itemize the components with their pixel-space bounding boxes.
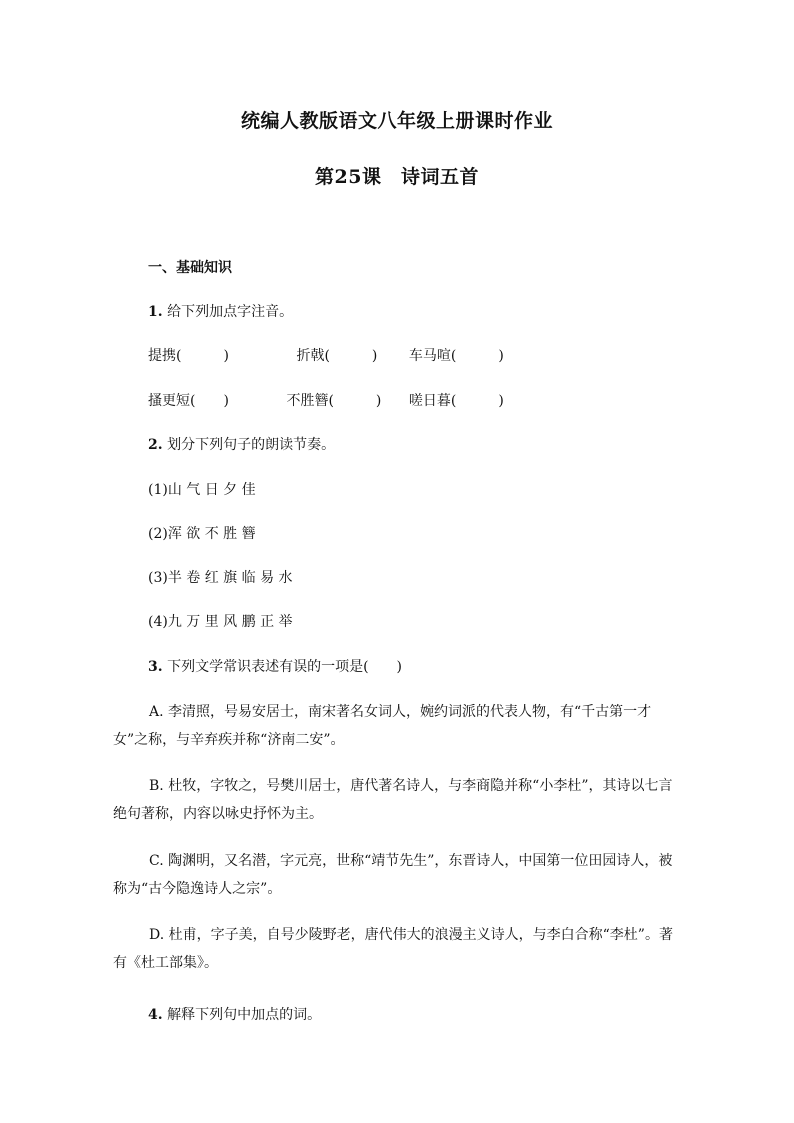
pinyin-item: 嗟日暮( ) <box>408 393 504 409</box>
question-3 <box>148 657 402 677</box>
pinyin-item: 提携( ) <box>148 348 229 364</box>
rhythm-item-2: (2)浑 欲 不 胜 簪 <box>148 526 256 542</box>
pinyin-item: 车马喧( ) <box>408 348 504 364</box>
q1-row-1 <box>148 346 504 366</box>
question-number: 1. <box>148 304 163 320</box>
rhythm-item-1: (1)山 气 日 夕 佳 <box>148 482 256 498</box>
rhythm-item-3: (3)半 卷 红 旗 临 易 水 <box>148 570 293 586</box>
question-prompt: 解释下列句中加点的词。 <box>167 1007 322 1023</box>
option-b: B. 杜牧，字牧之，号樊川居士，唐代著名诗人，与李商隐并称“小李杜”，其诗以七言绝句著称，内容以咏史抒怀为主。 <box>113 778 673 822</box>
question-prompt: 下列文学常识表述有误的一项是( ) <box>167 659 403 675</box>
document-title: 统编人教版语文八年级上册课时作业 <box>240 110 553 132</box>
option-c: C. 陶渊明，又名潜，字元亮，世称“靖节先生”，东晋诗人，中国第一位田园诗人，被称为“古今隐逸诗人之宗”。 <box>113 853 673 897</box>
question-1 <box>148 302 293 322</box>
question-prompt: 给下列加点字注音。 <box>167 304 294 320</box>
question-4 <box>148 1005 321 1025</box>
option-a: A. 李清照，号易安居士，南宋著名女词人，婉约词派的代表人物，有“千古第一才女”之称，与辛弃疾并称“济南二安”。 <box>113 704 652 748</box>
q1-row-2 <box>148 391 504 411</box>
question-number: 4. <box>148 1007 163 1023</box>
question-number: 3. <box>148 659 163 675</box>
rhythm-item-4: (4)九 万 里 风 鹏 正 举 <box>148 614 293 630</box>
question-prompt: 划分下列句子的朗读节奏。 <box>167 437 336 453</box>
section-heading: 一、基础知识 <box>148 260 232 276</box>
question-2 <box>148 435 335 455</box>
lesson-title: 第25课 诗词五首 <box>315 166 479 188</box>
pinyin-item: 搔更短( ) <box>148 393 229 409</box>
option-d: D. 杜甫，字子美，自号少陵野老，唐代伟大的浪漫主义诗人，与李白合称“李杜”。著有《杜工部集》。 <box>113 927 673 971</box>
pinyin-item: 折戟( ) <box>296 348 378 364</box>
pinyin-item: 不胜簪( ) <box>286 393 382 409</box>
question-number: 2. <box>148 437 163 453</box>
